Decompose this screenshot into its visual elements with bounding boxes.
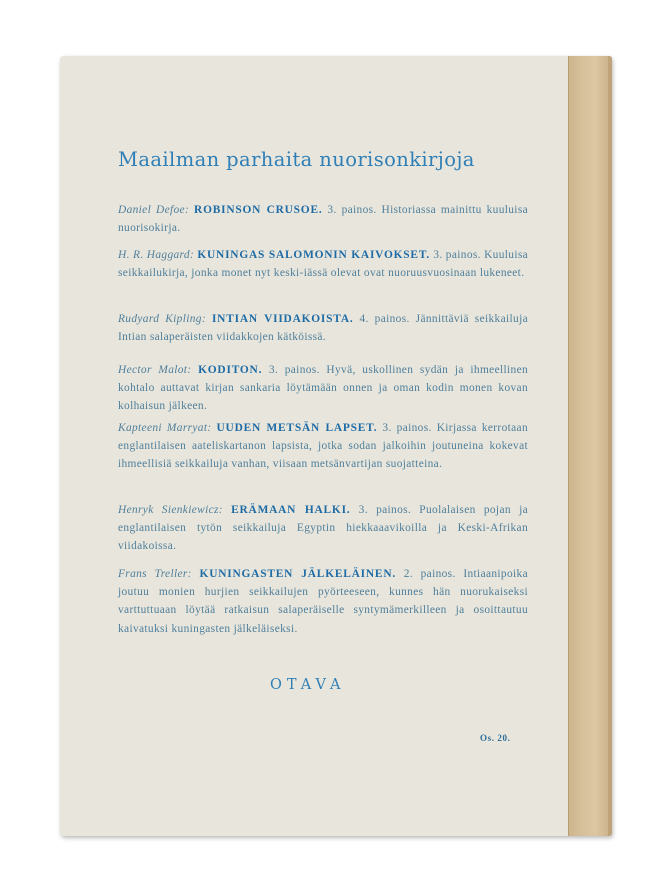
entry-title: KUNINGASTEN JÄLKELÄINEN. <box>199 568 397 580</box>
entry-title: KODITON. <box>198 364 263 376</box>
entry-author: Daniel Defoe: <box>118 204 190 216</box>
entry-title: ROBINSON CRUSOE. <box>194 204 323 216</box>
entry-author: Henryk Sienkiewicz: <box>118 504 223 516</box>
catalog-code: Os. 20. <box>480 733 511 743</box>
entry-title: ERÄMAAN HALKI. <box>231 504 351 516</box>
entry-description: 2. painos. Intiaanipoika joutuu monien hurjien seikkailujen pyörteeseen, kunnes hän nuorukaiseksi varttuttuaan löytää ratkaisun salaperäiselle syntymämerkilleen ja osoittautuu kaivatuksi kuningasten jälkeläiseksi. <box>118 568 528 635</box>
book-back-cover <box>60 56 612 836</box>
entry-description: 3. painos. Hyvä, uskollinen sydän ja ihmeellinen kohtalo auttavat kirjan sankaria löytämään onnen ja oman kodin monen kovan kolhaisun jälkeen. <box>118 364 529 413</box>
book-entry-kuningas-salomonin-kaivokset <box>118 246 528 282</box>
book-spine <box>568 56 612 836</box>
entry-author: Frans Treller: <box>118 568 192 580</box>
entry-description: 4. painos. Jännittäviä seikkailuja Intian salaperäisten viidakkojen kätköissä. <box>118 313 528 344</box>
publisher-name: OTAVA <box>270 677 346 693</box>
entry-author: Kapteeni Marryat: <box>118 422 212 434</box>
entry-title: INTIAN VIIDAKOISTA. <box>211 313 354 325</box>
entry-author: Hector Malot: <box>118 364 192 376</box>
book-entry-intian-viidakoista <box>118 310 528 346</box>
entry-title: KUNINGAS SALOMONIN KAIVOKSET. <box>197 249 431 261</box>
entry-description: 3. painos. Historiassa mainittu kuuluisa nuorisokirja. <box>118 204 529 235</box>
book-entry-uuden-metsan-lapset <box>118 419 528 474</box>
entry-title: UUDEN METSÄN LAPSET. <box>216 422 378 434</box>
book-entry-eramaan-halki <box>118 501 528 556</box>
entry-author: H. R. Haggard: <box>118 249 195 261</box>
entry-description: 3. painos. Kirjassa kerrotaan englantilaisen aateliskartanon lapsista, jotka sodan jalkoihin joutuneina kokevat ihmeellisiä seikkailuja vanhan, viisaan metsänvartijan suojatteina. <box>118 422 528 471</box>
entry-author: Rudyard Kipling: <box>118 313 206 325</box>
entry-description: 3. painos. Puolalaisen pojan ja englantilaisen tytön seikkailuja Egyptin hiekkaaavikoilla ja Keski-Afrikan viidakoissa. <box>118 504 528 553</box>
book-entry-koditon <box>118 361 528 416</box>
book-entry-kuningasten-jalkelainen <box>118 565 528 638</box>
cover-panel <box>60 56 568 836</box>
entry-description: 3. painos. Kuuluisa seikkailukirja, jonka monet nyt keski-iässä olevat ovat nuoruusvuosinaan lukeneet. <box>118 249 529 280</box>
page-title: Maailman parhaita nuorisonkirjoja <box>118 148 475 171</box>
book-entry-robinson-crusoe <box>118 201 528 237</box>
spine-edge <box>608 56 612 836</box>
